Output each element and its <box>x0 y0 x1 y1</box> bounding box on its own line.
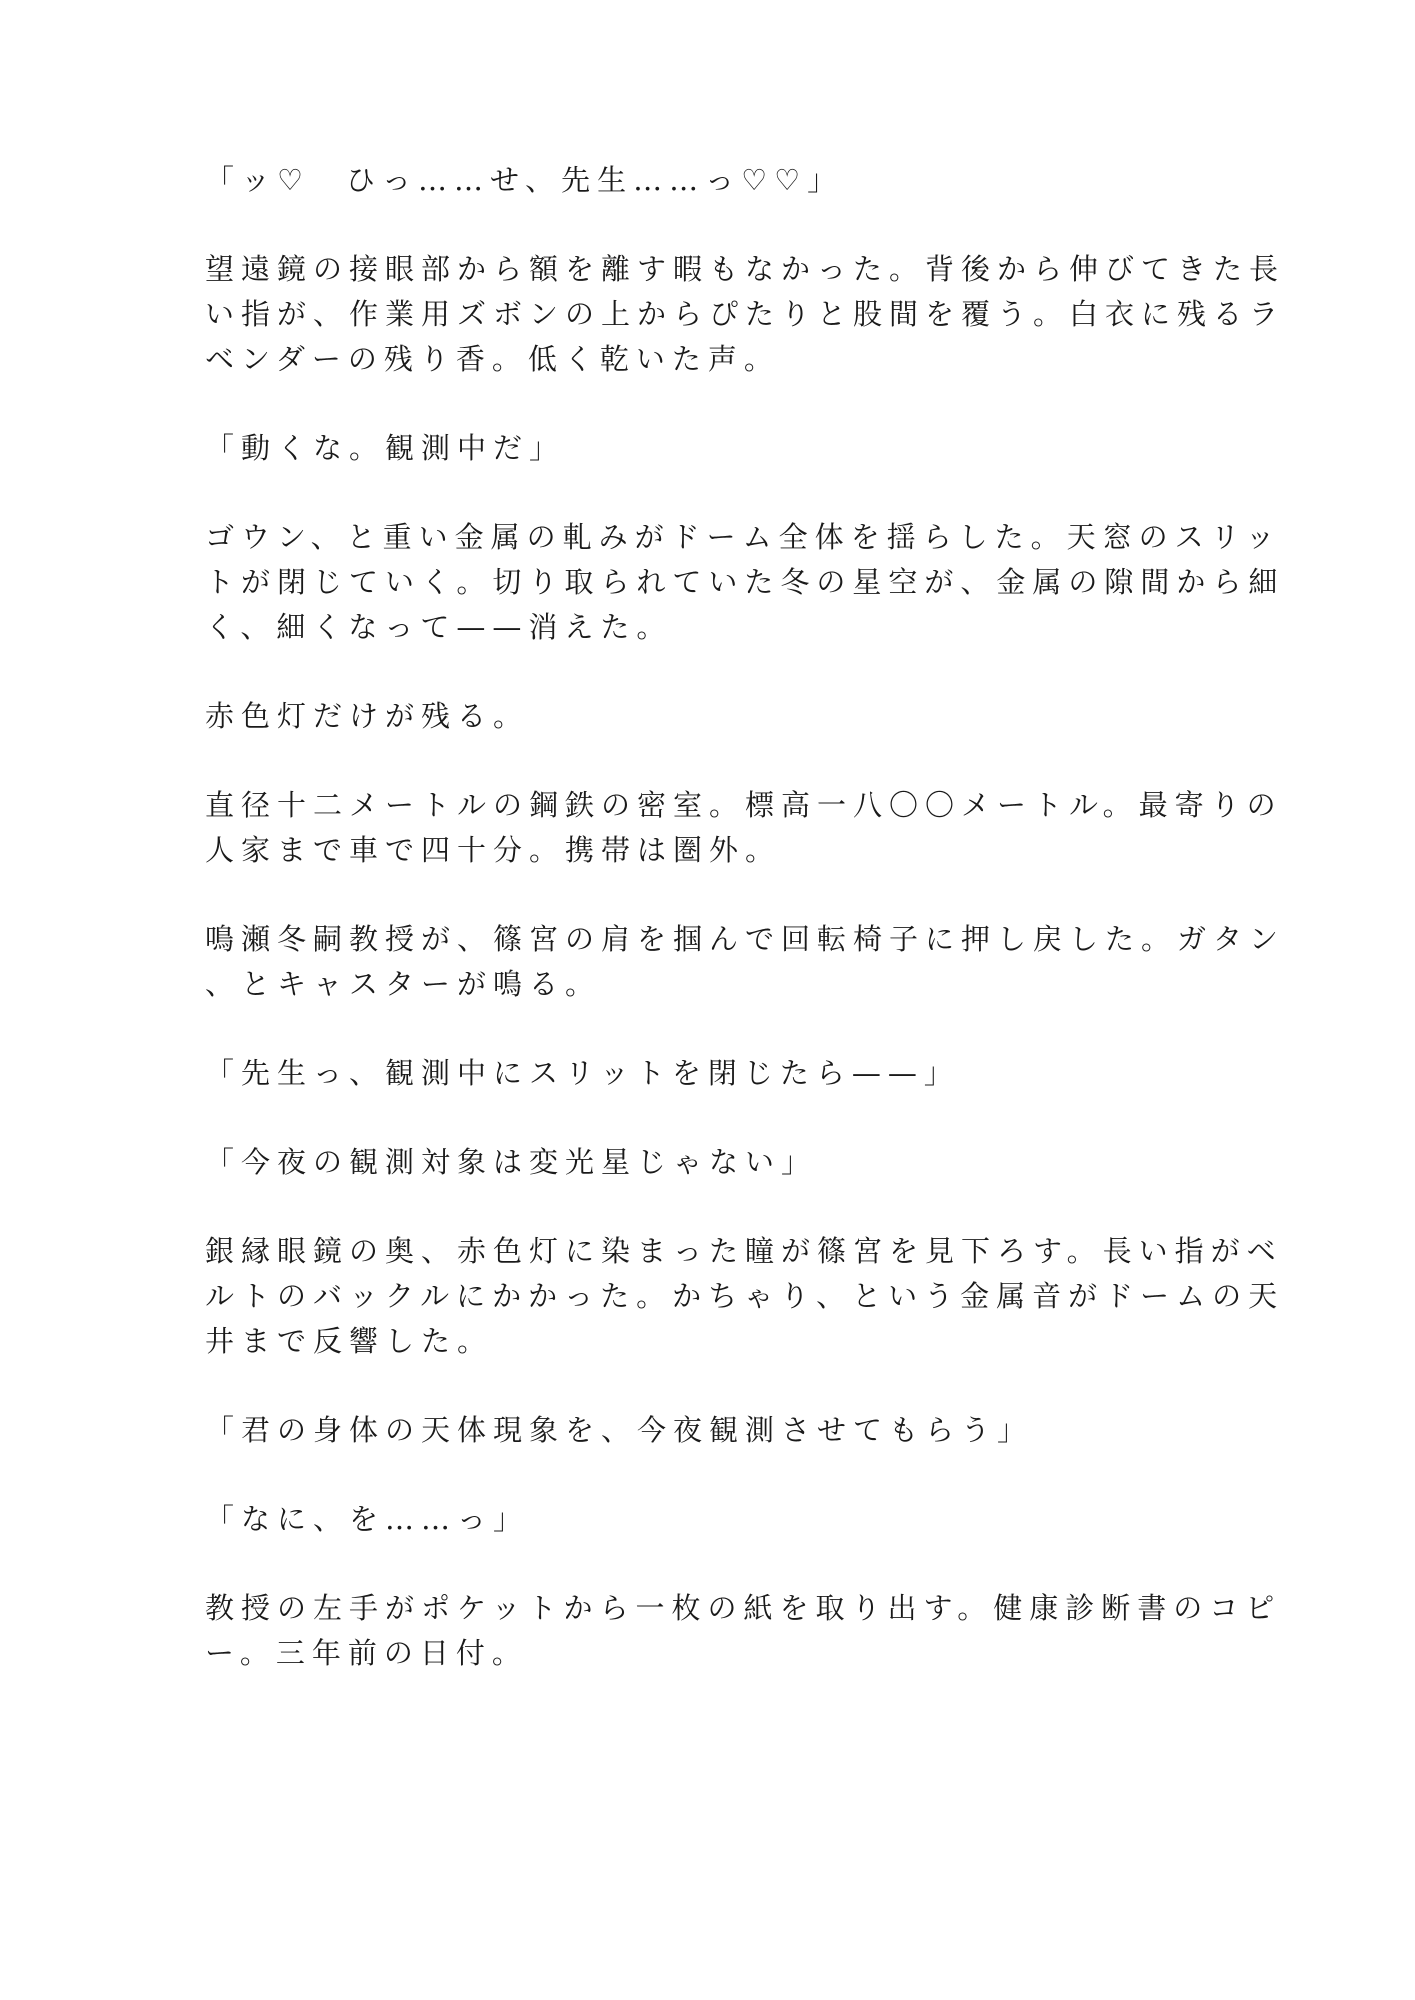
text-line: ゴウン、と重い金属の軋みがドーム全体を揺らした。天窓のスリッ <box>205 520 1282 554</box>
text-line: 「なに、を……っ」 <box>205 1502 530 1536</box>
body-text <box>205 158 1286 1720</box>
text-line: 、とキャスターが鳴る。 <box>205 967 602 1001</box>
paragraph <box>205 694 1185 739</box>
text-line: 鳴瀬冬嗣教授が、篠宮の肩を掴んで回転椅子に押し戻した。ガタン <box>205 922 1286 956</box>
paragraph <box>205 1051 1185 1096</box>
text-line: 直径十二メートルの鋼鉄の密室。標高一八〇〇メートル。最寄りの <box>205 788 1283 822</box>
paragraph <box>205 1497 1185 1542</box>
text-line: ー。三年前の日付。 <box>205 1636 528 1670</box>
paragraph <box>205 783 1283 873</box>
paragraph <box>205 1586 1282 1676</box>
paragraph <box>205 515 1285 650</box>
text-line: い指が、作業用ズボンの上からぴたりと股間を覆う。白衣に残るラ <box>205 297 1286 331</box>
text-line: 赤色灯だけが残る。 <box>205 699 530 733</box>
text-line: 「先生っ、観測中にスリットを閉じたら——」 <box>205 1056 960 1090</box>
text-line: ルトのバックルにかかった。かちゃり、という金属音がドームの天 <box>205 1279 1285 1313</box>
paragraph <box>205 158 1185 203</box>
text-line: 「ッ♡ ひっ……せ、先生……っ♡♡」 <box>205 163 844 197</box>
text-line: 銀縁眼鏡の奥、赤色灯に染まった瞳が篠宮を見下ろす。長い指がベ <box>205 1234 1283 1268</box>
text-line: 教授の左手がポケットから一枚の紙を取り出す。健康診断書のコピ <box>205 1591 1282 1625</box>
text-line: トが閉じていく。切り取られていた冬の星空が、金属の隙間から細 <box>205 565 1285 599</box>
paragraph <box>205 917 1286 1007</box>
paragraph <box>205 426 1185 471</box>
paragraph <box>205 1408 1185 1453</box>
text-line: ベンダーの残り香。低く乾いた声。 <box>205 342 780 376</box>
text-line: 人家まで車で四十分。携帯は圏外。 <box>205 833 782 867</box>
text-line: 「君の身体の天体現象を、今夜観測させてもらう」 <box>205 1413 1034 1447</box>
text-line: 井まで反響した。 <box>205 1324 494 1358</box>
paragraph <box>205 1140 1185 1185</box>
text-line: く、細くなって——消えた。 <box>205 610 673 644</box>
paragraph <box>205 247 1286 382</box>
paragraph <box>205 1229 1285 1364</box>
text-line: 望遠鏡の接眼部から額を離す暇もなかった。背後から伸びてきた長 <box>205 252 1286 286</box>
text-line: 「今夜の観測対象は変光星じゃない」 <box>205 1145 818 1179</box>
text-line: 「動くな。観測中だ」 <box>205 431 566 465</box>
